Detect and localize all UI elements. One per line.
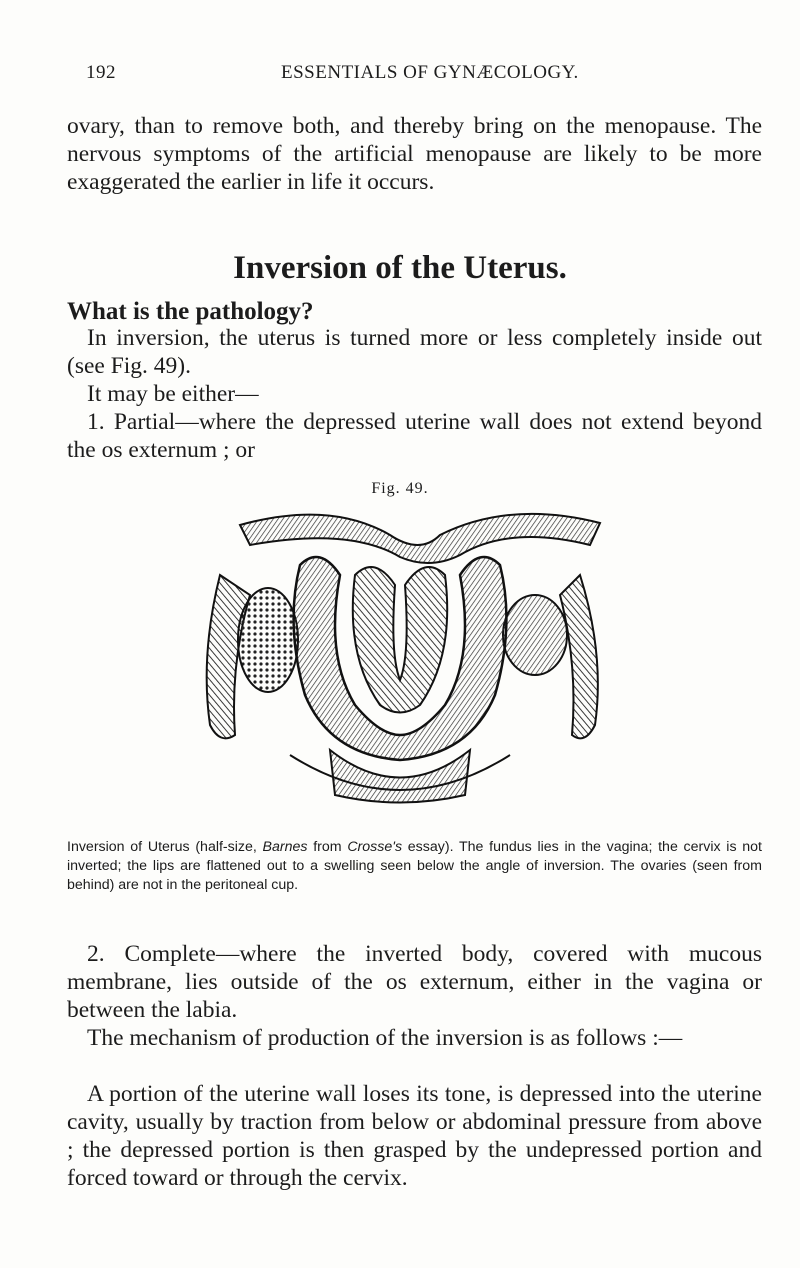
mechanism-paragraph: The mechanism of production of the inversion is as follows :— <box>87 1025 683 1051</box>
figure-label: Fig. 49. <box>371 480 429 497</box>
caption-start: Inversion of Uterus (half-size, <box>67 839 263 855</box>
section-heading: Inversion of the Uterus. <box>233 250 567 286</box>
portion-paragraph: A portion of the uterine wall loses its tone, is depressed into the uterine cavity, usually by traction from below or abdominal pressure from above ; the depressed portion is then grasped by the undepressed portion and forced toward or through the cervix. <box>67 1081 762 1191</box>
partial-paragraph: 1. Partial—where the depressed uterine wall does not extend beyond the os externum ; or <box>67 409 762 463</box>
figure-caption <box>67 838 762 895</box>
uterus-inversion-illustration <box>180 505 620 810</box>
running-title: ESSENTIALS OF GYNÆCOLOGY. <box>281 62 579 83</box>
page-number: 192 <box>86 62 116 83</box>
caption-from: from <box>307 839 348 855</box>
definition-paragraph: In inversion, the uterus is turned more or less completely inside out (see Fig. 49). <box>67 325 762 379</box>
intro-paragraph: ovary, than to remove both, and thereby bring on the menopause. The nervous symptoms of the artificial menopause are likely to be more exaggerated the earlier in life it occurs. <box>67 113 762 195</box>
caption-author: Barnes <box>262 839 308 855</box>
caption-rest: essay). The fundus lies in the vagina; the cervix is not inverted; the lips are flattened out to a swelling seen below the angle of inversion. The ovaries (seen from behind) are not in the peritoneal cup. <box>67 839 762 893</box>
pathology-question: What is the pathology? <box>67 298 314 325</box>
either-paragraph: It may be either— <box>87 381 259 407</box>
complete-paragraph: 2. Complete—where the inverted body, covered with mucous membrane, lies outside of the os externum, either in the vagina or between the labia. <box>67 941 762 1023</box>
caption-source: Crosse's <box>347 839 403 855</box>
